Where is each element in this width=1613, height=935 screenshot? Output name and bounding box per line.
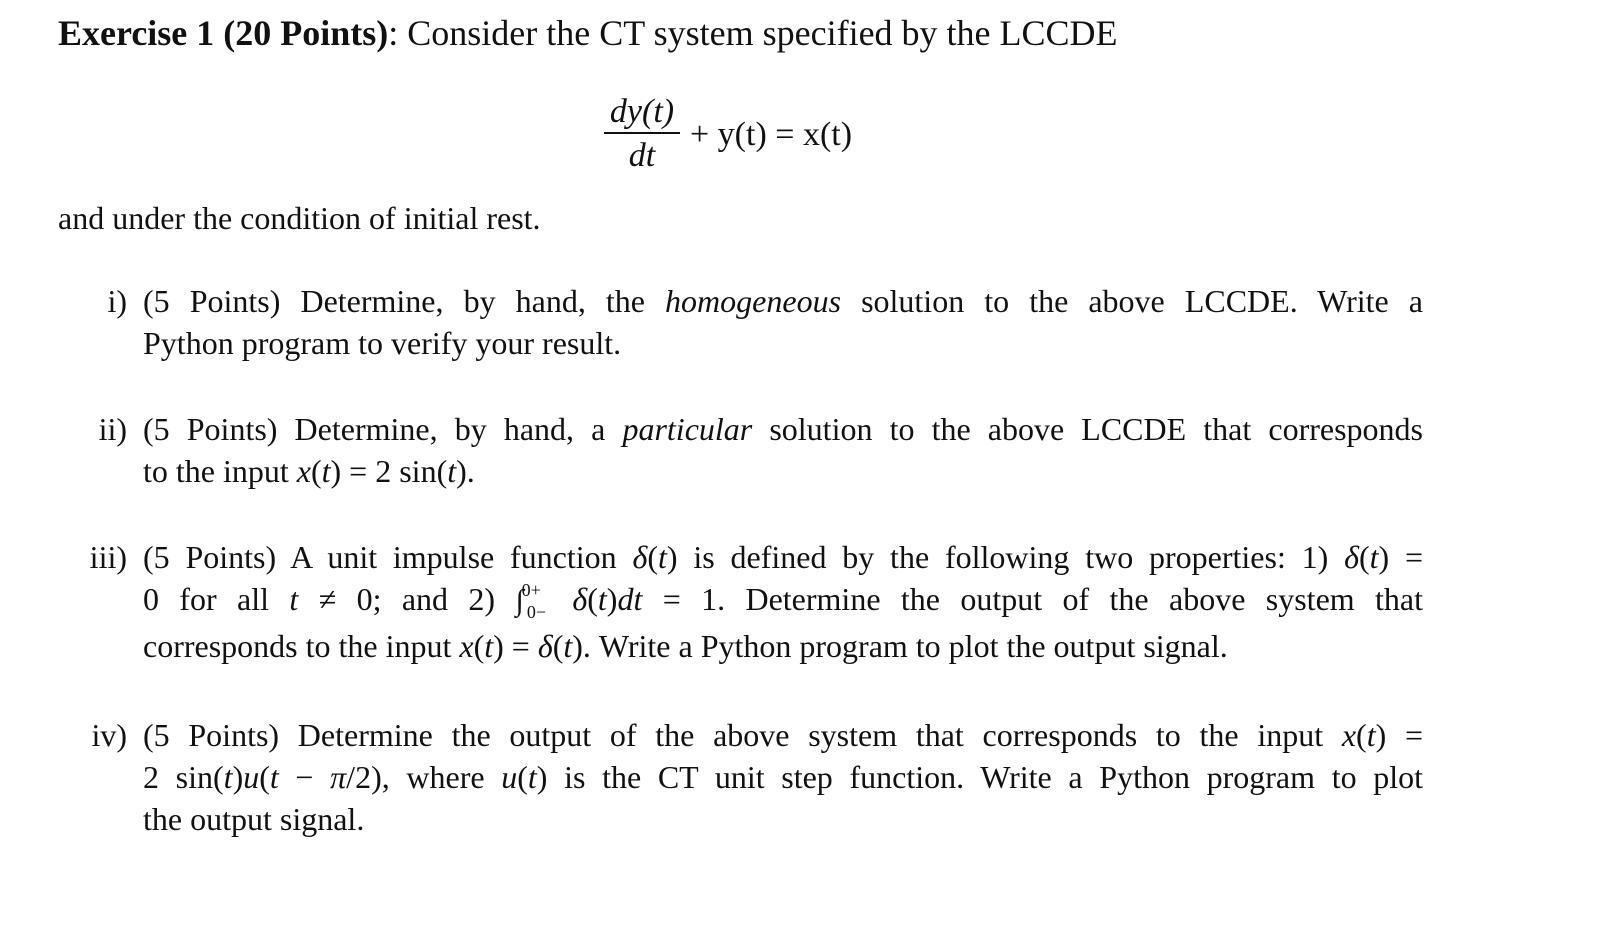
lccde-equation	[604, 93, 852, 177]
fraction-numerator: dy(t)	[609, 93, 675, 130]
item-label: ii)	[98, 411, 127, 447]
exercise-intro: : Consider the CT system specified by the LCCDE	[388, 13, 1118, 53]
integral-upper-limit: 0+	[521, 580, 541, 600]
equation-rhs: + y(t) = x(t)	[690, 116, 853, 154]
item-line: 2 sin(t)u(t − π/2), where u(t) is the CT unit step function. Write a Python program to plot	[143, 759, 1424, 795]
exercise-heading	[58, 12, 1118, 55]
fraction-denominator: dt	[628, 137, 656, 175]
item-line: (5 Points) Determine the output of the above system that corresponds to the input x(t) =	[143, 717, 1424, 753]
question-item-ii	[98, 408, 1424, 492]
derivative-fraction	[604, 93, 680, 177]
item-label: iv)	[91, 717, 127, 753]
exercise-title: Exercise 1 (20 Points)	[58, 13, 389, 53]
emphasis-term: homogeneous	[665, 283, 842, 319]
item-line: to the input x(t) = 2 sin(t).	[143, 453, 475, 489]
initial-rest-condition: and under the condition of initial rest.	[58, 200, 541, 236]
item-line: the output signal.	[143, 801, 365, 837]
item-line: Python program to verify your result.	[143, 325, 622, 361]
question-item-iv	[91, 714, 1424, 840]
item-line: corresponds to the input x(t) = δ(t). Write a Python program to plot the output signal.	[143, 628, 1228, 664]
item-line: (5 Points) Determine, by hand, the homogeneous solution to the above LCCDE. Write a	[143, 283, 1424, 319]
item-line: 0 for all t ≠ 0; and 2) ∫$^{0+}_{0-}$ δ(t)dt = 1. Determine the output of the above system that	[143, 580, 1424, 622]
question-item-iii	[89, 536, 1424, 667]
item-label: iii)	[89, 539, 127, 575]
integral-sign: ∫	[515, 584, 524, 617]
item-line: (5 Points) A unit impulse function δ(t) is defined by the following two properties: 1) δ(t) =	[143, 539, 1424, 575]
item-label: i)	[107, 283, 127, 319]
question-item-i	[107, 280, 1424, 364]
item-line: (5 Points) Determine, by hand, a particular solution to the above LCCDE that corresponds	[143, 411, 1424, 447]
emphasis-term: particular	[622, 411, 753, 447]
integral-lower-limit: 0−	[526, 602, 546, 622]
